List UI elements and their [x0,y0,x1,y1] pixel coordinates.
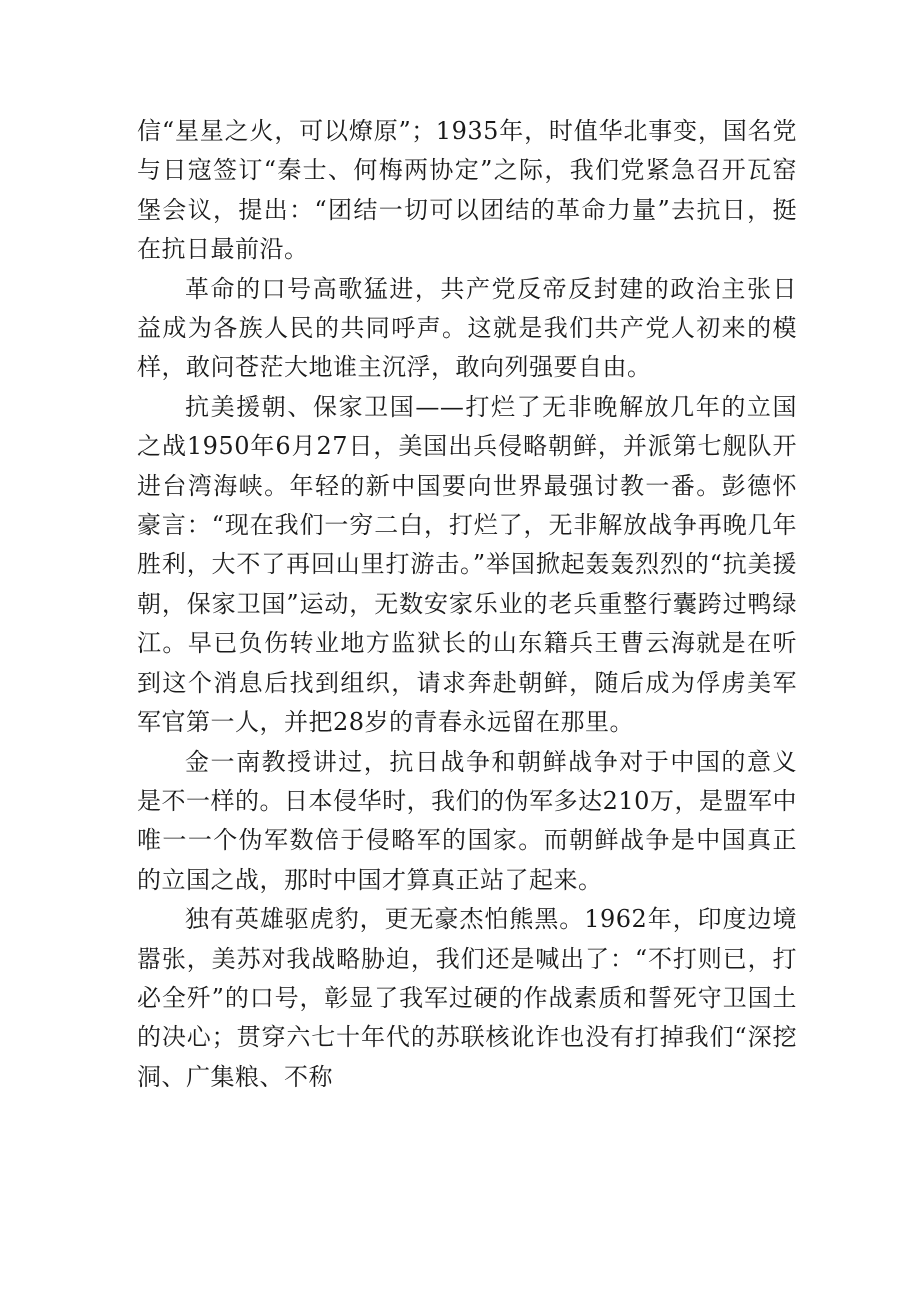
paragraph-2: 革命的口号高歌猛进，共产党反帝反封建的政治主张日益成为各族人民的共同呼声。这就是我们共产党人初来的模样，敢问苍茫大地谁主沉浮，敢向列强要自由。 [137,274,797,382]
paragraph-3: 抗美援朝、保家卫国——打烂了无非晚解放几年的立国之战1950年6月27日，美国出兵侵略朝鲜，并派第七舰队开进台湾海峡。年轻的新中国要向世界最强讨教一番。彭德怀豪言：“现在我们一穷二白，打烂了，无非解放战争再晚几年胜利，大不了再回山里打游击。”举国掀起轰轰烈烈的“抗美援朝，保家卫国”运动，无数安家乐业的老兵重整行囊跨过鸭绿江。早已负伤转业地方监狱长的山东籍兵王曹云海就是在听到这个消息后找到组织，请求奔赴朝鲜，随后成为俘虏美军军官第一人，并把28岁的青春永远留在那里。 [137,392,797,737]
paragraph-4: 金一南教授讲过，抗日战争和朝鲜战争对于中国的意义是不一样的。日本侵华时，我们的伪军多达210万，是盟军中唯一一个伪军数倍于侵略军的国家。而朝鲜战争是中国真正的立国之战，那时中国才算真正站了起来。 [137,747,797,894]
document-body [137,112,797,1097]
paragraph-1: 信“星星之火，可以燎原”；1935年，时值华北事变，国名党与日寇签订“秦士、何梅两协定”之际，我们党紧急召开瓦窑堡会议，提出：“团结一切可以团结的革命力量”去抗日，挺在抗日最前沿。 [137,117,797,264]
paragraph-5: 独有英雄驱虎豹，更无豪杰怕熊黑。1962年，印度边境嚣张，美苏对我战略胁迫，我们还是喊出了：“不打则已，打必全歼”的口号，彰显了我军过硬的作战素质和誓死守卫国土的决心；贯穿六七十年代的苏联核讹诈也没有打掉我们“深挖洞、广集粮、不称 [137,905,797,1091]
